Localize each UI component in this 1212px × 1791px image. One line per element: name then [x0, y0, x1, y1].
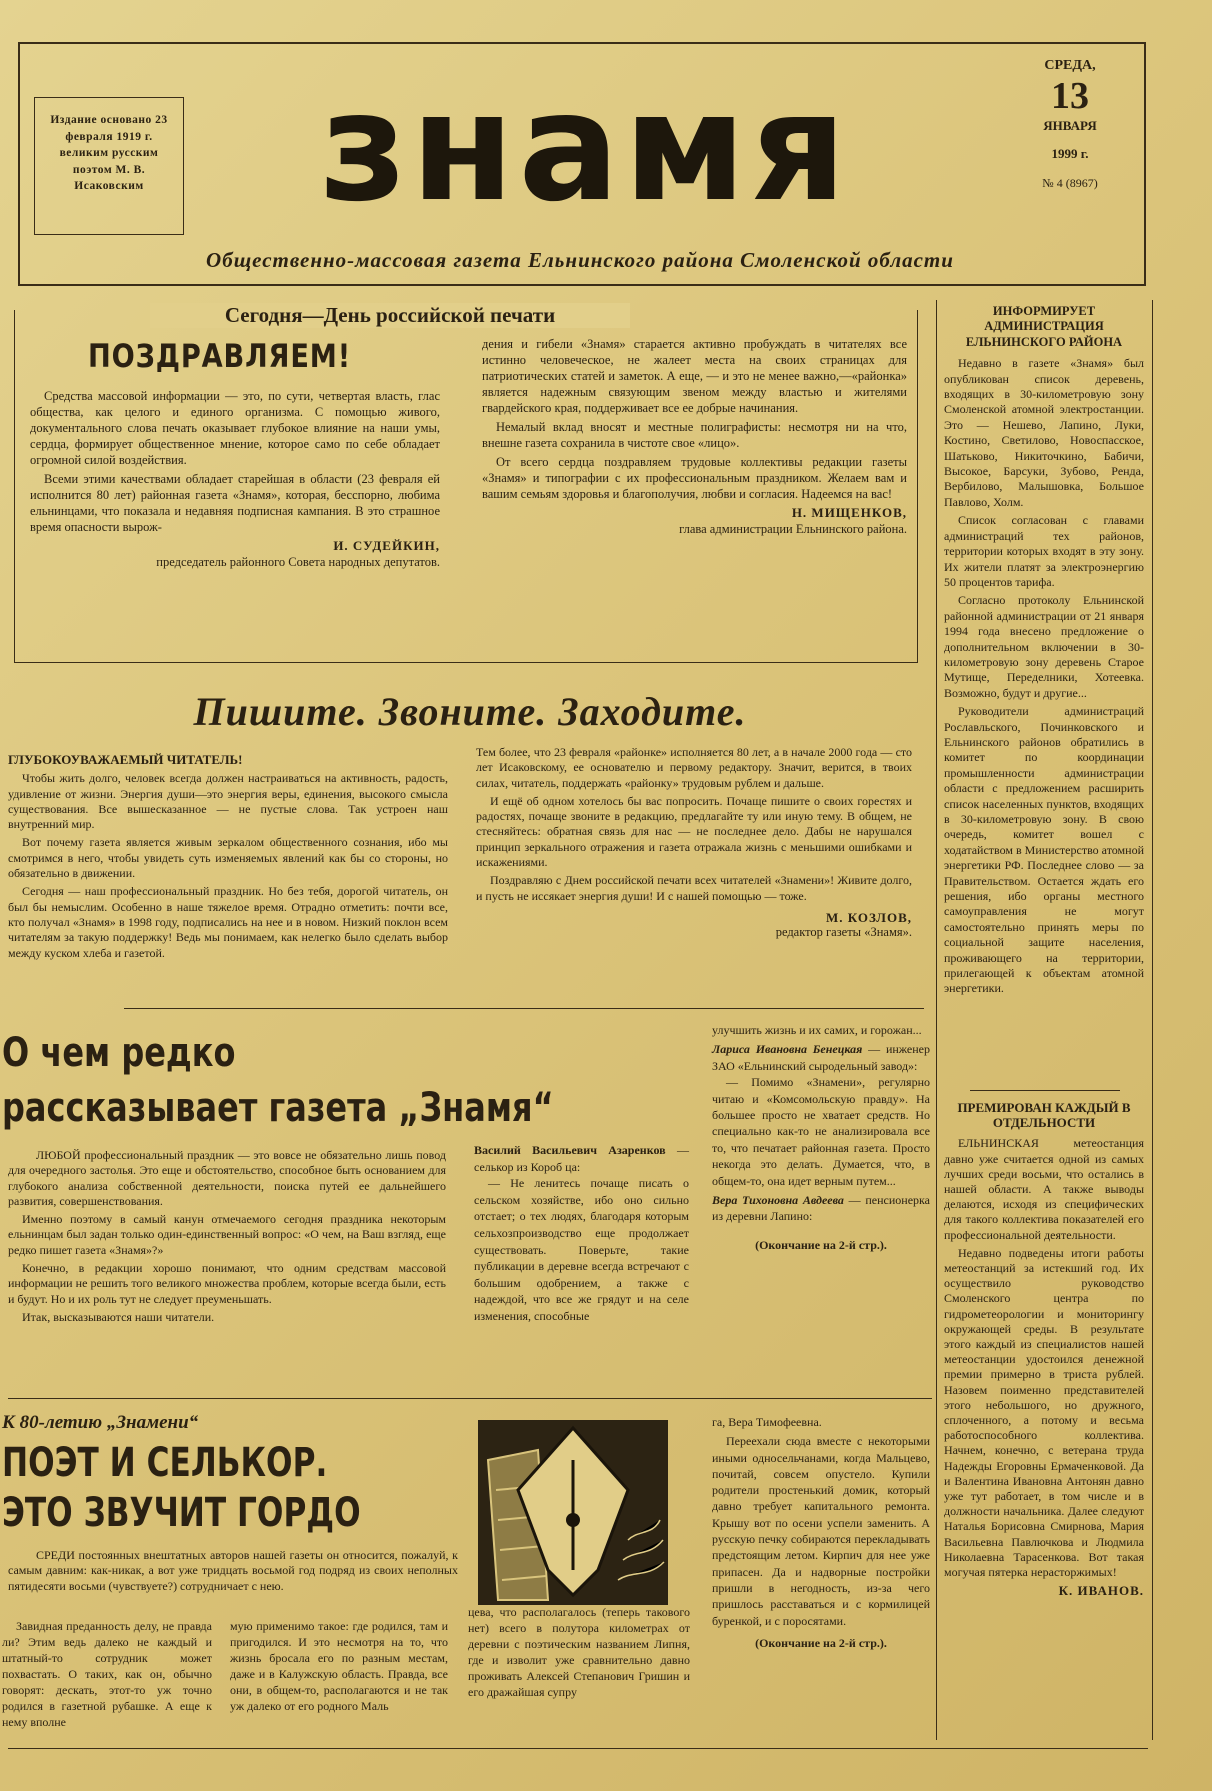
poet-col4 — [712, 1414, 930, 1651]
paragraph: Недавно в газете «Знамя» был опубликован список деревень, входящих в 30-километровую зону Смоленской атомной электростанции. Это — Нешево, Лапино, Луки, Костино, Светилово, Новоспасское, Шатьково, Никиточкино, Бабичи, Высокое, Барсуки, Зубово, Ренда, Вербилово, Малышовка, Большое Павлово, Холм. — [944, 356, 1144, 509]
paragraph: цева, что располагалось (теперь такового нет) всего в полутора километрах от деревни с поэтическим названием Липня, где и изволит уже сравнительно давно проживать Алексей Степанович Гришин и его дражайшая супру — [468, 1605, 690, 1699]
pen-nib-icon — [478, 1420, 668, 1605]
signature-name: К. ИВАНОВ. — [1058, 1583, 1144, 1599]
paragraph: — Не ленитесь почаще писать о сельском хозяйстве, ибо оно сильно отстает; о тех людях, благодаря которым сельхозпроизводство еще продолжает существовать. Поверьте, такие публикации в деревне всегда встречают с большим одобрением, а также с надеждой, что все же грядут и на селе изменения, способные — [474, 1176, 689, 1323]
divider — [8, 1398, 932, 1399]
masthead-subtitle: Общественно-массовая газета Ельнинского района Смоленской области — [206, 248, 954, 272]
month: ЯНВАРЯ — [1043, 118, 1097, 133]
paragraph: — Помимо «Знамени», регулярно читаю и «Комсомольскую правду». На большее просто не хватает средств. Но специально как-то не анализировала все то, что печатает районная газета. Просто некогда это делать. Думается, что, в общем-то, она идет верным путем... — [712, 1075, 930, 1188]
day-number: 13 — [1051, 75, 1089, 117]
paragraph: Итак, высказываются наши читатели. — [22, 1309, 215, 1324]
paragraph: Средства массовой информации — это, по сути, четвертая власть, глас общества, как целого и единого организма. С помощью живого, документального слова печать оказывает глубокое влияние на наши умы, сердца, формирует общественное мнение, которое само по себе обладает огромной силой воздействия. — [30, 389, 440, 467]
paragraph: И ещё об одном хотелось бы вас попросить. Почаще пишите о своих горестях и радостях, почаще звоните в редакцию, предлагайте ту или иную тему. В общем, не стесняйтесь: обратная связь для нас — не последнее дело. Дабы не нарушался принцип зеркального отражения и газета отражала жизнь с меньшими ошибками и искажениями. — [476, 793, 912, 870]
paragraph: Завидная преданность делу, не правда ли? Этим ведь далеко не каждый и штатный-то сотрудник может похвастать. О таких, как он, обычно говорят: дескать, этот-то уж точно родился в газетной рубашке. А еще к нему вполне — [2, 1619, 212, 1729]
bottom-rule — [8, 1748, 1148, 1749]
press-day-headline: ПОЗДРАВЛЯЕМ! — [88, 337, 351, 375]
press-day-kicker: Сегодня—День российской печати — [150, 303, 630, 328]
signature-title: председатель районного Совета народных депутатов. — [156, 555, 440, 569]
paragraph: ЛЮБОЙ профессиональный праздник — это вовсе не обязательно лишь повод для очередного застолья. Это еще и обстоятельство, способное быть основанием для глубокого анализа собственной деятельности, поиска путей ее дальнейшего развития, совершенствования. — [8, 1148, 446, 1208]
admin-column — [944, 304, 1144, 1000]
award-column — [944, 1100, 1144, 1599]
speaker-role: — селькор из Короб ца: — [474, 1143, 689, 1174]
signature-title: глава администрации Ельнинского района. — [679, 522, 907, 536]
right-column-rule — [1152, 300, 1153, 1740]
press-day-col2 — [482, 336, 907, 537]
signature-name: Н. МИЩЕНКОВ, — [791, 505, 907, 520]
paragraph: га, Вера Тимофеевна. — [712, 1415, 822, 1429]
rarely-col2 — [474, 1142, 689, 1328]
poet-kicker: К 80-летию „Знамени“ — [2, 1412, 199, 1433]
paragraph: Вот почему газета является живым зеркалом общественного сознания, ибо мы смотримся в него, чтобы увидеть суть изменяемых явлений как бы со стороны, но обязательно в движении. — [8, 835, 448, 881]
paragraph: Список согласован с главами администраций тех районов, территории которых входят в эту зону. Их жители платят за электроэнергию 50 процентов тарифа. — [944, 513, 1144, 589]
paragraph: Сегодня — наш профессиональный праздник. Но без тебя, дорогой читатель, он был бы немыслим. Особенно в наше тяжелое время. Отрадно отметить: почти все, кто получал «Знамя» в 1998 году, подписались на нее и в новом. Низкий поклон всем читателям за такую поддержку! Ведь мы понимаем, как нелегко было сделать выбор между куском хлеба и газетой. — [8, 884, 448, 960]
speaker-name: Василий Васильевич Азаренков — [474, 1143, 666, 1157]
paragraph: Именно поэтому в самый канун отмечаемого сегодня праздника некоторым ельнинцам был задан только один-единственный вопрос: «О чем, на Ваш взгляд, еще редко пишет газета «Знамя»?» — [8, 1212, 446, 1257]
date-block — [1015, 58, 1125, 191]
paragraph: Переехали сюда вместе с некоторыми иными односельчанами, когда Мальцево, почитай, совсем опустело. Купили родители простенький домик, который давно требует капитального ремонта. Крышу вот по осени успели заменить. А русскую печку собираются перекладывать предстоящим летом. Кирпич для нее уже припасен. Да и надворные постройки пришли в негодность, из-за чего пришлось расставаться и с кормилицей буренкой, и с поросятами. — [712, 1434, 930, 1628]
continuation-note: (Окончание на 2-й стр.). — [755, 1635, 887, 1650]
rarely-col1 — [8, 1148, 446, 1328]
press-day-col1 — [30, 388, 440, 570]
paragraph: ЕЛЬНИНСКАЯ метеостанция давно уже считается одной из самых лучших среди восьми, что остались в нашей области. А также выводы делаются, исходя из специфических для такого коллектива показателей его профессиональной деятельности. — [944, 1136, 1144, 1242]
write-call-col2 — [476, 745, 912, 941]
speaker-name: Вера Тихоновна Авдеева — [712, 1193, 844, 1208]
rarely-col3 — [712, 1022, 930, 1253]
year: 1999 г. — [1051, 146, 1089, 161]
signature-name: И. СУДЕЙКИН, — [333, 538, 440, 553]
newspaper-title: знамя — [319, 61, 851, 235]
divider — [970, 1090, 1120, 1091]
divider — [124, 1008, 924, 1009]
paragraph: Конечно, в редакции хорошо понимают, что одним средствам массовой информации не решить того великого множества проблем, которые всегда были, есть и будут. Но и их роль тут не следует преуменьшать. — [8, 1261, 446, 1306]
paragraph: дения и гибели «Знамя» старается активно пробуждать в читателях все истинно человеческое, не жалеет места на своих страницах для патриотических статей и заметок. А еще, — и это не менее важно,—«районка» является надежным связующим звеном между властью и жителями гвардейского края, поддерживает все ее добрые начинания. — [482, 337, 907, 415]
poet-headline-2: ЭТО ЗВУЧИТ ГОРДО — [2, 1490, 361, 1536]
paragraph: Руководители администраций Рославльского, Починковского и Ельнинского районов обратились в комитет по координации промышленности администрации области с предложением расширить список населенных пунктов, входящих в 30-километровую зону. В свою очередь, комитет вошел с ходатайством в Министерство атомной энергетики РФ. Последнее слово — за Правительством. Остается ждать его решения, ибо органы местного самоуправления не могут самостоятельно принять меры по социальной защите населения, проживающего на территории, прилегающей к объектам атомной энергетики. — [944, 704, 1144, 996]
paragraph: Согласно протоколу Ельнинской районной администрации от 21 января 1994 года внесено предложение о дополнительном включении в 30-километровую зону деревень Старое Мутище, Переделники, Хотеевка. Возможно, будут и другие... — [944, 593, 1144, 700]
poet-col1 — [2, 1618, 212, 1733]
poet-headline-1: ПОЭТ И СЕЛЬКОР. — [2, 1440, 328, 1486]
paragraph: Поздравляю с Днем российской печати всех читателей «Знамени»! Живите долго, и пусть не иссякает энергия души! И с нашей помощью — тоже. — [476, 873, 912, 903]
speaker-role: — инженер ЗАО «Ельнинский сыродельный завод»: — [712, 1042, 931, 1073]
continuation-note: (Окончание на 2-й стр.). — [755, 1237, 887, 1252]
poet-col3 — [468, 1604, 690, 1703]
issue-number: № 4 (8967) — [1042, 176, 1098, 190]
poet-col2 — [230, 1618, 448, 1717]
paragraph: От всего сердца поздравляем трудовые коллективы редакции газеты «Знамя» и типографии с их профессиональным праздником. Желаем вам и вашим семьям здоровья и благополучия, любви и согласия. Надеемся на вас! — [482, 455, 907, 501]
weekday: СРЕДА, — [1044, 58, 1096, 73]
rarely-headline-2: рассказывает газета „Знамя“ — [2, 1085, 554, 1131]
signature-title: редактор газеты «Знамя». — [775, 925, 912, 940]
salutation: ГЛУБОКОУВАЖАЕМЫЙ ЧИТАТЕЛЬ! — [8, 752, 243, 767]
speaker-role: — пенсионерка из деревни Лапино: — [712, 1193, 931, 1224]
rarely-headline-1: О чем редко — [2, 1030, 236, 1076]
poet-lead — [8, 1548, 458, 1597]
write-call-col1 — [8, 752, 448, 964]
award-heading: ПРЕМИРОВАН КАЖДЫЙ В ОТДЕЛЬНОСТИ — [957, 1100, 1131, 1131]
paragraph: Немалый вклад вносят и местные полиграфисты: несмотря ни на что, внешне газета сохранила в чистоте свое «лицо». — [482, 420, 907, 450]
founded-note: Издание основано 23 февраля 1919 г. великим русским поэтом М. В. Исаковским — [34, 97, 184, 235]
paragraph: Недавно подведены итоги работы метеостанций за истекший год. Их осуществило руководство Смоленского центра по гидрометеорологии и мониторингу окружающей среды. В результате этого каждый из специалистов нашей метеостанции удостоился денежной премии примерно в триста рублей. Назовем поименно представителей этого небольшого, но дружного, сплоченного, а потому и весьма работоспособного коллектива. Начнем, конечно, с ветерана труда Надежды Егоровны Ермаченковой. Да и Валентина Ивановна Антонян давно уже тут работает, в том числе и в должности начальника. Далее следуют Наталья Борисовна Смирнова, Мария Васильевна Павлючкова и Людмила Николаевна Тарасенкова. Вот такая могучая пятерка нерасторжимых! — [944, 1245, 1144, 1580]
signature-name: М. КОЗЛОВ, — [826, 909, 912, 925]
admin-heading: ИНФОРМИРУЕТ АДМИНИСТРАЦИЯ ЕЛЬНИНСКОГО РАЙОНА — [965, 304, 1123, 349]
right-column-rule — [936, 300, 937, 1740]
paragraph: мую применимо такое: где родился, там и пригодился. И это несмотря на то, что жизнь бросала его по разным местам, даже и в Калужскую область. Правда, все они, в общем-то, располагаются и не так уж далеко от его родного Маль — [230, 1619, 448, 1713]
paragraph: Тем более, что 23 февраля «районке» исполняется 80 лет, а в начале 2000 года — сто лет Исаковскому, ее основателю и первому редактору. Значит, верится, в твоих силах, читатель, поддержать «районку» трудовым рублем и дальше. — [476, 745, 912, 790]
paragraph: Чтобы жить долго, человек всегда должен настраиваться на активность, радость, удивление от жизни. Энергия души—это энергия веры, единения, высокого смысла существования. Все вышесказанное — не пустые слова. Так устроен наш внутренний мир. — [8, 771, 448, 832]
write-call-headline: Пишите. Звоните. Заходите. — [193, 689, 747, 734]
paragraph: СРЕДИ постоянных внештатных авторов нашей газеты он относится, пожалуй, к самым давним: как-никак, а вот уже тридцать восьмой год подряд из своих неполных пятидесяти восьми (чувствуете?) сотрудничает с нею. — [8, 1548, 458, 1593]
speaker-name: Лариса Ивановна Бенецкая — [712, 1042, 863, 1057]
fountain-pen-illustration — [478, 1420, 668, 1605]
paragraph: Всеми этими качествами обладает старейшая в области (23 февраля ей исполнится 80 лет) районная газета «Знамя», которая, бесспорно, любима ельнинцами, что показала и недавняя подписная кампания. В это страшное время опасности вырож- — [30, 472, 440, 534]
paragraph: улучшить жизнь и их самих, и горожан... — [712, 1023, 922, 1037]
